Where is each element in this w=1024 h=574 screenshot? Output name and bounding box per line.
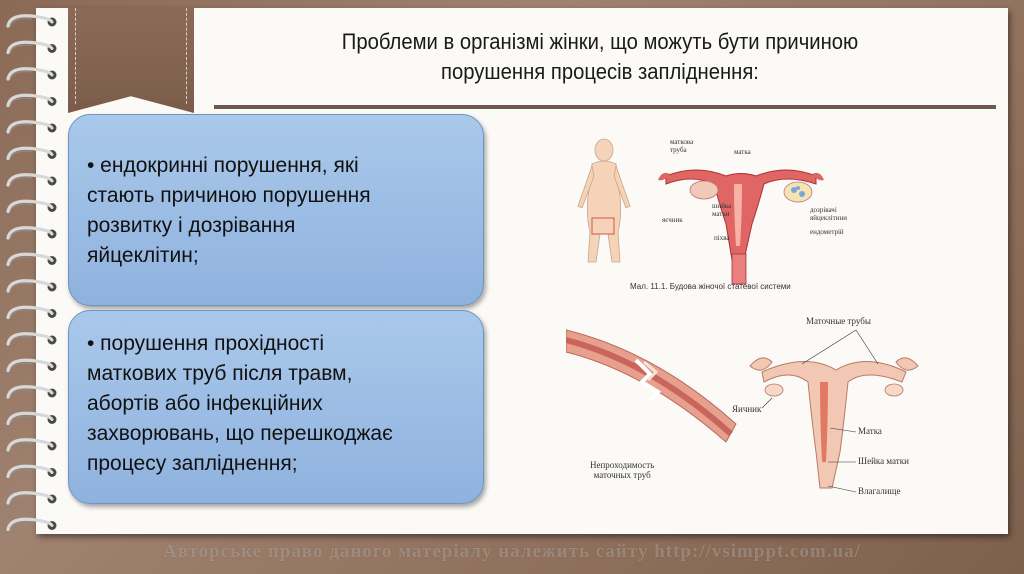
blocked-tube-section <box>566 330 736 442</box>
figure-tubal-obstruction <box>566 312 952 508</box>
uterus-tubes-diagram <box>750 330 918 492</box>
label-vagina: піхва <box>714 234 730 242</box>
slide-title-text: Проблеми в організмі жінки, що можуть бути причиною порушення процесів запліднення: <box>341 29 859 84</box>
label-uterine-tube: маткова труба <box>670 138 694 154</box>
slide-title <box>250 27 949 87</box>
label-tubal-obstruction: Непроходимость маточных труб <box>590 460 655 480</box>
label-cervix-2: Шейка матки <box>858 456 909 466</box>
title-divider <box>214 105 996 109</box>
label-uterus-2: Матка <box>858 426 882 436</box>
spiral-rings-graphic <box>0 0 64 574</box>
bullet-box-tubes <box>68 310 484 504</box>
label-vagina-2: Влагалище <box>858 486 901 496</box>
label-ovary-2: Яичник <box>732 404 762 414</box>
label-endometrium: ендометрій <box>810 228 844 236</box>
figure-reproductive-system <box>566 136 856 296</box>
label-fallopian-tubes: Маточные трубы <box>806 316 871 326</box>
label-ovary: яєчник <box>662 216 683 224</box>
label-uterus: матка <box>734 148 751 156</box>
spiral-binding <box>0 0 64 574</box>
bullet-text-tubes: • порушення прохідності маткових труб після травм, абортів або інфекційних захворювань, що перешкоджає процесу запліднення; <box>87 332 393 475</box>
bullet-text-endocrine: • ендокринні порушення, які стають причиною порушення розвитку і дозрівання яйцеклітин; <box>87 154 371 267</box>
uterus-diagram <box>658 170 824 284</box>
copyright-watermark: Авторське право даного матеріалу належить сайту http://vsimppt.com.ua/ <box>163 541 861 562</box>
bullet-box-endocrine <box>68 114 484 306</box>
label-cervix: шийка матки <box>712 202 732 218</box>
figure-1-caption: Мал. 11.1. Будова жіночої статевої системи <box>630 282 791 291</box>
body-silhouette <box>578 139 630 262</box>
label-maturing-eggs: дозрівачі яйцеклітини <box>810 206 847 222</box>
